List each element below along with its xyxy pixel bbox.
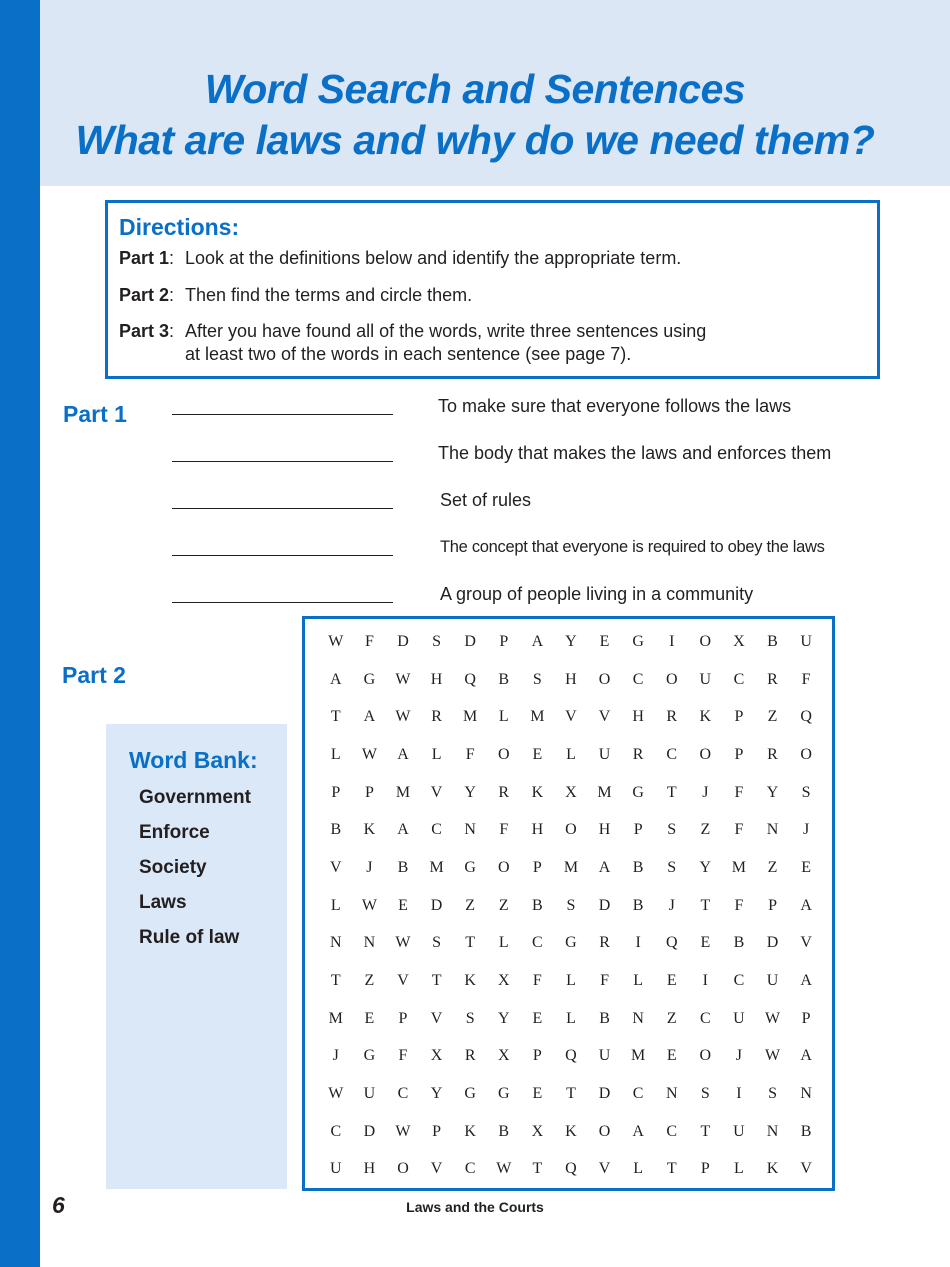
grid-cell[interactable]: L [734, 1160, 744, 1178]
grid-cell[interactable]: A [397, 745, 409, 763]
grid-cell[interactable]: P [432, 1122, 442, 1140]
grid-cell[interactable]: P [734, 745, 744, 763]
grid-cell[interactable]: E [666, 1047, 677, 1065]
grid-cell[interactable]: G [632, 783, 644, 801]
grid-cell[interactable]: A [800, 1047, 812, 1065]
grid-cell[interactable]: V [397, 972, 409, 990]
grid-cell[interactable]: B [632, 896, 644, 914]
grid-cell[interactable]: M [563, 858, 579, 876]
direction-text-continued: at least two of the words in each sentence (see page 7). [185, 344, 632, 364]
grid-cell[interactable]: W [361, 896, 377, 914]
definition-2: The body that makes the laws and enforces them [438, 443, 832, 463]
grid-cell[interactable]: G [464, 858, 476, 876]
grid-cell[interactable]: Z [767, 708, 778, 726]
grid-cell[interactable]: K [464, 972, 476, 990]
word-bank-item: Society [139, 857, 207, 878]
grid-cell[interactable]: A [800, 972, 812, 990]
grid-cell[interactable]: S [566, 896, 576, 914]
part2-label: Part 2 [62, 662, 126, 688]
word-bank-heading: Word Bank: [129, 747, 258, 773]
grid-cell[interactable]: H [531, 821, 544, 839]
grid-cell[interactable]: E [532, 745, 543, 763]
grid-cell[interactable]: V [330, 858, 342, 876]
grid-cell[interactable]: U [598, 745, 611, 763]
definition-5: A group of people living in a community [440, 584, 754, 604]
grid-cell[interactable]: B [397, 858, 409, 876]
sidebar-stripe [0, 0, 40, 1267]
word-bank-item: Enforce [139, 822, 210, 843]
grid-cell[interactable]: G [363, 1047, 376, 1065]
grid-cell[interactable]: X [733, 632, 745, 650]
grid-cell[interactable]: D [430, 896, 443, 914]
grid-cell[interactable]: E [398, 896, 408, 914]
grid-cell[interactable]: N [464, 821, 476, 839]
direction-text: After you have found all of the words, write three sentences using [185, 321, 707, 341]
grid-cell[interactable]: C [532, 934, 543, 952]
grid-cell[interactable]: B [733, 934, 745, 952]
grid-cell[interactable]: S [465, 1009, 475, 1027]
word-bank [106, 724, 287, 1189]
grid-cell[interactable]: U [363, 1085, 376, 1103]
grid-cell[interactable]: S [667, 821, 677, 839]
direction-label: Part 1 [119, 248, 170, 268]
grid-cell[interactable]: C [330, 1122, 342, 1140]
grid-cell[interactable]: S [432, 632, 442, 650]
grid-cell[interactable]: C [632, 1085, 644, 1103]
grid-cell[interactable]: Q [665, 934, 678, 952]
grid-cell[interactable]: I [669, 632, 675, 650]
grid-cell[interactable]: B [498, 1122, 510, 1140]
grid-cell[interactable]: S [667, 858, 677, 876]
grid-cell[interactable]: R [767, 670, 778, 688]
part1-label: Part 1 [63, 401, 127, 427]
definition-3: Set of rules [440, 490, 532, 510]
grid-cell[interactable]: V [800, 934, 812, 952]
grid-cell[interactable]: O [565, 821, 577, 839]
direction-part2: Part 2: Then find the terms and circle them. [119, 285, 473, 305]
direction-label: Part 2 [119, 285, 170, 305]
grid-cell[interactable]: K [531, 783, 544, 801]
word-bank-list [139, 786, 251, 961]
grid-cell[interactable]: R [599, 934, 610, 952]
grid-cell[interactable]: O [699, 632, 712, 650]
grid-cell[interactable]: G [363, 670, 376, 688]
grid-cell[interactable]: N [800, 1085, 812, 1103]
grid-cell[interactable]: F [465, 745, 475, 763]
grid-cell[interactable]: F [734, 821, 744, 839]
grid-cell[interactable]: R [632, 745, 644, 763]
direction-part3: Part 3: After you have found all of the words, write three sentences using at least two of the words in each sentence (see page 7). [119, 321, 707, 364]
grid-cell[interactable]: O [699, 1047, 712, 1065]
direction-text: Look at the definitions below and identify the appropriate term. [185, 248, 682, 268]
grid-cell[interactable]: F [499, 821, 509, 839]
grid-cell[interactable]: J [668, 896, 675, 914]
grid-cell[interactable]: Y [766, 783, 779, 801]
grid-cell[interactable]: D [464, 632, 476, 650]
directions-heading: Directions: [119, 214, 240, 240]
grid-cell[interactable]: D [397, 632, 409, 650]
grid-cell[interactable]: K [363, 821, 376, 839]
grid-cell[interactable]: A [330, 670, 342, 688]
grid-cell[interactable]: E [801, 858, 811, 876]
grid-cell[interactable]: Q [464, 670, 476, 688]
grid-cell[interactable]: T [566, 1085, 576, 1103]
grid-cell[interactable]: M [530, 708, 545, 726]
grid-cell[interactable]: Z [364, 972, 375, 990]
grid-cell[interactable]: D [598, 896, 611, 914]
grid-cell[interactable]: F [364, 632, 374, 650]
word-bank-item: Laws [139, 892, 187, 913]
definition-4: The concept that everyone is required to obey the laws [440, 538, 825, 556]
grid-cell[interactable]: O [497, 858, 510, 876]
grid-cell[interactable]: R [666, 708, 678, 726]
grid-cell[interactable]: H [430, 670, 443, 688]
grid-cell[interactable]: D [598, 1085, 611, 1103]
grid-cell[interactable]: R [431, 708, 442, 726]
grid-cell[interactable]: P [499, 632, 509, 650]
answer-blank-2[interactable] [172, 461, 393, 462]
grid-cell[interactable]: O [598, 1122, 611, 1140]
grid-cell[interactable]: T [532, 1160, 543, 1178]
grid-cell[interactable]: P [331, 783, 341, 801]
directions-box [105, 200, 880, 379]
grid-cell[interactable]: J [332, 1047, 339, 1065]
grid-cell[interactable]: S [532, 670, 542, 688]
grid-cell[interactable]: A [363, 708, 376, 726]
grid-cell[interactable]: O [397, 1160, 409, 1178]
grid-cell[interactable]: T [330, 708, 341, 726]
grid-cell[interactable]: I [736, 1085, 742, 1103]
grid-cell[interactable]: J [366, 858, 373, 876]
grid-cell[interactable]: W [395, 1122, 411, 1140]
direction-part1: Part 1: Look at the definitions below and identify the appropriate term. [119, 248, 682, 268]
grid-cell[interactable]: T [700, 1122, 711, 1140]
grid-cell[interactable]: V [598, 708, 611, 726]
grid-cell[interactable]: R [767, 745, 778, 763]
grid-cell[interactable]: R [464, 1047, 476, 1065]
grid-cell[interactable]: T [666, 1160, 677, 1178]
grid-cell[interactable]: I [635, 934, 641, 952]
grid-cell[interactable]: P [364, 783, 374, 801]
page-number: 6 [52, 1192, 65, 1218]
grid-cell[interactable]: E [532, 1085, 543, 1103]
grid-cell[interactable]: M [631, 1047, 646, 1065]
grid-cell[interactable]: T [330, 972, 341, 990]
grid-cell[interactable]: V [800, 1160, 812, 1178]
grid-cell[interactable]: U [699, 670, 712, 688]
grid-cell[interactable]: W [395, 934, 411, 952]
grid-cell[interactable]: V [430, 1009, 443, 1027]
grid-cell[interactable]: M [328, 1009, 343, 1027]
grid-cell[interactable]: X [497, 1047, 510, 1065]
grid-cell[interactable]: X [430, 1047, 443, 1065]
grid-cell[interactable]: N [665, 1085, 678, 1103]
grid-cell[interactable]: C [699, 1009, 711, 1027]
grid-cell[interactable]: S [700, 1085, 710, 1103]
grid-cell[interactable]: K [699, 708, 712, 726]
grid-cell[interactable]: N [766, 821, 779, 839]
word-bank-item: Government [139, 787, 251, 808]
grid-cell[interactable]: B [532, 896, 543, 914]
grid-cell[interactable]: L [330, 745, 341, 763]
grid-cell[interactable]: A [800, 896, 812, 914]
grid-cell[interactable]: B [330, 821, 342, 839]
grid-cell[interactable]: N [632, 1009, 644, 1027]
answer-blank-4[interactable] [172, 555, 393, 556]
grid-cell[interactable]: T [666, 783, 677, 801]
grid-cell[interactable]: A [531, 632, 544, 650]
grid-cell[interactable]: L [566, 972, 576, 990]
grid-cell[interactable]: G [497, 1085, 510, 1103]
grid-cell[interactable]: E [532, 1009, 543, 1027]
grid-cell[interactable]: A [632, 1122, 644, 1140]
grid-cell[interactable]: Q [565, 1160, 577, 1178]
grid-cell[interactable]: O [598, 670, 611, 688]
grid-cell[interactable]: L [431, 745, 442, 763]
grid-cell[interactable]: W [395, 708, 411, 726]
grid-cell[interactable]: L [330, 896, 341, 914]
page-title-line1: Word Search and Sentences [204, 66, 746, 112]
grid-cell[interactable]: O [800, 745, 812, 763]
answer-blank-3[interactable] [172, 508, 393, 509]
grid-cell[interactable]: V [565, 708, 577, 726]
grid-cell[interactable]: S [432, 934, 442, 952]
grid-cell[interactable]: L [566, 1009, 576, 1027]
grid-cell[interactable]: P [633, 821, 643, 839]
grid-cell[interactable]: K [464, 1122, 476, 1140]
grid-cell[interactable]: N [363, 934, 376, 952]
grid-cell[interactable]: U [800, 632, 812, 650]
grid-cell[interactable]: D [766, 934, 779, 952]
grid-cell[interactable]: P [734, 708, 744, 726]
grid-cell[interactable]: Z [700, 821, 711, 839]
grid-cell[interactable]: Q [565, 1047, 577, 1065]
grid-cell[interactable]: Q [800, 708, 812, 726]
grid-cell[interactable]: H [598, 821, 611, 839]
grid-cell[interactable]: H [363, 1160, 376, 1178]
footer-title: Laws and the Courts [406, 1199, 544, 1215]
grid-cell[interactable]: G [632, 632, 644, 650]
word-bank-item: Rule of law [139, 927, 240, 948]
grid-cell[interactable]: B [632, 858, 644, 876]
grid-cell[interactable]: U [330, 1160, 342, 1178]
grid-cell[interactable]: F [532, 972, 542, 990]
grid-cell[interactable]: W [361, 745, 377, 763]
grid-cell[interactable]: W [328, 1085, 344, 1103]
grid-cell[interactable]: A [397, 821, 409, 839]
grid-cell[interactable]: P [398, 1009, 408, 1027]
grid-cell[interactable]: C [397, 1085, 409, 1103]
grid-cell[interactable]: N [330, 934, 342, 952]
grid-cell[interactable]: O [497, 745, 510, 763]
grid-cell[interactable]: F [801, 670, 811, 688]
grid-cell[interactable]: M [597, 783, 612, 801]
grid-cell[interactable]: Z [498, 896, 509, 914]
grid-cell[interactable]: Z [767, 858, 778, 876]
grid-cell[interactable]: L [633, 1160, 644, 1178]
grid-cell[interactable]: D [363, 1122, 376, 1140]
grid-cell[interactable]: V [430, 783, 443, 801]
grid-cell[interactable]: Y [430, 1085, 443, 1103]
grid-cell[interactable]: P [532, 1047, 542, 1065]
grid-cell[interactable]: Z [465, 896, 476, 914]
grid-cell[interactable]: B [599, 1009, 610, 1027]
grid-cell[interactable]: V [430, 1160, 443, 1178]
grid-cell[interactable]: F [600, 972, 609, 990]
grid-cell[interactable]: U [733, 1122, 745, 1140]
grid-cell[interactable]: E [666, 972, 677, 990]
grid-cell[interactable]: K [565, 1122, 577, 1140]
word-search-grid [319, 623, 823, 1188]
grid-cell[interactable]: E [599, 632, 610, 650]
grid-cell[interactable]: O [699, 745, 712, 763]
grid-cell[interactable]: T [431, 972, 442, 990]
grid-cell[interactable]: S [768, 1085, 777, 1103]
grid-cell[interactable]: W [328, 632, 344, 650]
grid-cell[interactable]: T [465, 934, 476, 952]
grid-cell[interactable]: F [734, 896, 744, 914]
word-search-box [302, 616, 835, 1191]
answer-blank-5[interactable] [172, 602, 393, 603]
grid-cell[interactable]: G [565, 934, 577, 952]
grid-cell[interactable]: T [700, 896, 711, 914]
grid-cell[interactable]: R [498, 783, 510, 801]
grid-cell[interactable]: J [702, 783, 709, 801]
grid-cell[interactable]: C [666, 1122, 678, 1140]
grid-cell[interactable]: J [802, 821, 810, 839]
grid-cell[interactable]: F [398, 1047, 408, 1065]
grid-cell[interactable]: M [731, 858, 747, 876]
grid-cell[interactable]: U [598, 1047, 611, 1065]
grid-cell[interactable]: Y [464, 783, 476, 801]
grid-cell[interactable]: N [766, 1122, 779, 1140]
grid-cell[interactable]: P [768, 896, 777, 914]
grid-cell[interactable]: J [735, 1047, 743, 1065]
grid-cell[interactable]: H [632, 708, 644, 726]
grid-cell[interactable]: L [633, 972, 644, 990]
grid-cell[interactable]: G [464, 1085, 476, 1103]
grid-cell[interactable]: L [498, 934, 509, 952]
grid-cell[interactable]: C [431, 821, 442, 839]
grid-cell[interactable]: W [395, 670, 411, 688]
grid-cell[interactable]: Y [565, 632, 577, 650]
definition-1: To make sure that everyone follows the laws [438, 396, 792, 416]
grid-cell[interactable]: M [463, 708, 478, 726]
grid-cell[interactable]: U [733, 1009, 745, 1027]
grid-cell[interactable]: E [700, 934, 711, 952]
grid-cell[interactable]: L [498, 708, 509, 726]
grid-cell[interactable]: C [632, 670, 644, 688]
grid-cell[interactable]: I [702, 972, 708, 990]
page-title-line2: What are laws and why do we need them? [75, 117, 875, 163]
grid-cell[interactable]: C [733, 670, 745, 688]
direction-text: Then find the terms and circle them. [185, 285, 473, 305]
grid-cell[interactable]: Z [666, 1009, 677, 1027]
grid-cell[interactable]: P [700, 1160, 710, 1178]
grid-cell[interactable]: P [801, 1009, 811, 1027]
answer-blank-1[interactable] [172, 414, 393, 415]
grid-cell[interactable]: B [800, 1122, 812, 1140]
grid-cell[interactable]: K [766, 1160, 779, 1178]
grid-cell[interactable]: U [766, 972, 779, 990]
grid-cell[interactable]: Y [497, 1009, 510, 1027]
grid-cell[interactable]: F [734, 783, 744, 801]
grid-cell[interactable]: X [565, 783, 577, 801]
grid-cell[interactable]: P [532, 858, 542, 876]
grid-cell[interactable]: X [531, 1122, 544, 1140]
grid-cell[interactable]: M [429, 858, 444, 876]
grid-cell[interactable]: W [496, 1160, 512, 1178]
grid-cell[interactable]: A [598, 858, 611, 876]
grid-cell[interactable]: H [565, 670, 577, 688]
grid-cell[interactable]: B [498, 670, 510, 688]
grid-cell[interactable]: X [497, 972, 510, 990]
grid-cell[interactable]: C [464, 1160, 476, 1178]
grid-cell[interactable]: C [733, 972, 745, 990]
grid-cell[interactable]: W [764, 1009, 781, 1027]
direction-label: Part 3 [119, 321, 170, 341]
grid-cell[interactable]: O [665, 670, 678, 688]
grid-cell[interactable]: W [764, 1047, 781, 1065]
grid-cell[interactable]: M [395, 783, 411, 801]
grid-cell[interactable]: C [666, 745, 678, 763]
grid-cell[interactable]: V [598, 1160, 611, 1178]
grid-cell[interactable]: E [364, 1009, 375, 1027]
grid-cell[interactable]: Y [699, 858, 712, 876]
grid-cell[interactable]: L [566, 745, 576, 763]
grid-cell[interactable]: S [801, 783, 811, 801]
grid-cell[interactable]: B [767, 632, 778, 650]
